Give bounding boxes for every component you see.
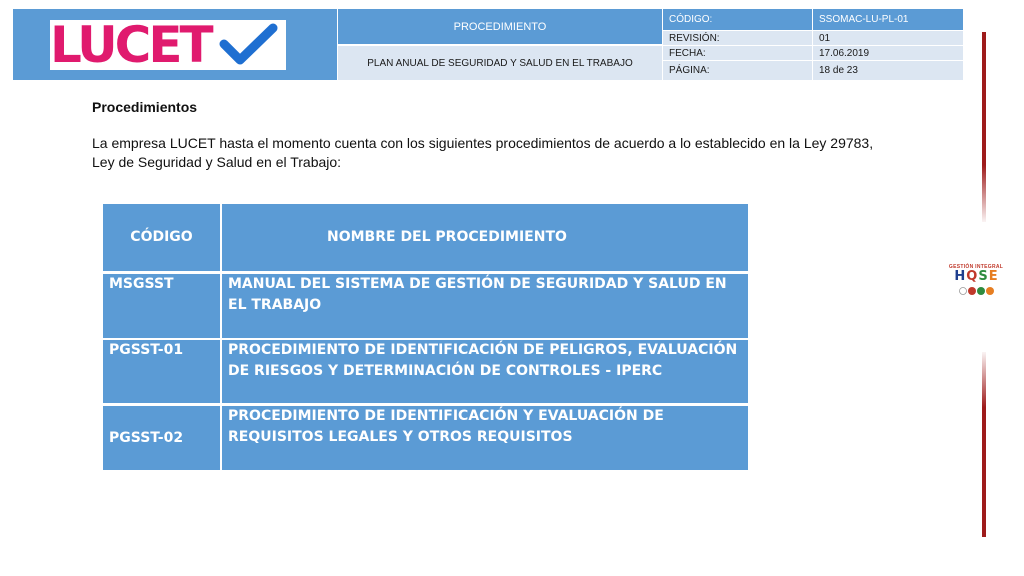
table-header-code: CÓDIGO — [103, 204, 220, 271]
company-logo — [50, 16, 286, 74]
meta-label-page: PÁGINA: — [663, 61, 812, 80]
table-cell-name: MANUAL DEL SISTEMA DE GESTIÓN DE SEGURIDAD Y SALUD EN EL TRABAJO — [222, 274, 748, 338]
section-heading: Procedimientos — [92, 99, 198, 115]
meta-value-code: SSOMAC-LU-PL-01 — [813, 9, 963, 30]
table-cell-name: PROCEDIMIENTO DE IDENTIFICACIÓN Y EVALUACIÓN DE REQUISITOS LEGALES Y OTROS REQUISITOS — [222, 406, 748, 470]
intro-paragraph: La empresa LUCET hasta el momento cuenta con los siguientes procedimientos de acuerdo a lo establecido en la Ley 29783, Ley de Seguridad y Salud en el Trabajo: — [92, 135, 874, 170]
accent-bar-top — [982, 32, 986, 222]
accent-bar-bottom — [982, 352, 986, 537]
meta-label-revision: REVISIÓN: — [663, 31, 812, 45]
checkmark-icon — [218, 22, 278, 68]
table-cell-code: PGSST-02 — [103, 406, 220, 470]
meta-label-code: CÓDIGO: — [663, 9, 812, 30]
document-title: PLAN ANUAL DE SEGURIDAD Y SALUD EN EL TRABAJO — [338, 46, 662, 80]
logo-text: LUCET — [50, 16, 211, 74]
table-cell-code: PGSST-01 — [103, 340, 220, 403]
hqse-letter: S — [978, 269, 988, 284]
table-cell-code: MSGSST — [103, 274, 220, 338]
meta-value-page: 18 de 23 — [813, 61, 963, 80]
table-header-name: NOMBRE DEL PROCEDIMIENTO — [222, 204, 748, 271]
meta-value-date: 17.06.2019 — [813, 46, 963, 60]
hqse-logo — [946, 264, 1006, 300]
hqse-letter: Q — [966, 269, 978, 284]
meta-value-revision: 01 — [813, 31, 963, 45]
document-type: PROCEDIMIENTO — [338, 9, 662, 44]
hqse-icons — [946, 285, 1006, 297]
meta-label-date: FECHA: — [663, 46, 812, 60]
hqse-caption: GESTIÓN INTEGRAL — [948, 264, 1004, 270]
hqse-letter: E — [988, 269, 998, 284]
table-cell-name: PROCEDIMIENTO DE IDENTIFICACIÓN DE PELIGROS, EVALUACIÓN DE RIESGOS Y DETERMINACIÓN DE CONTROLES - IPERC — [222, 340, 748, 403]
hqse-letter: H — [954, 269, 966, 284]
